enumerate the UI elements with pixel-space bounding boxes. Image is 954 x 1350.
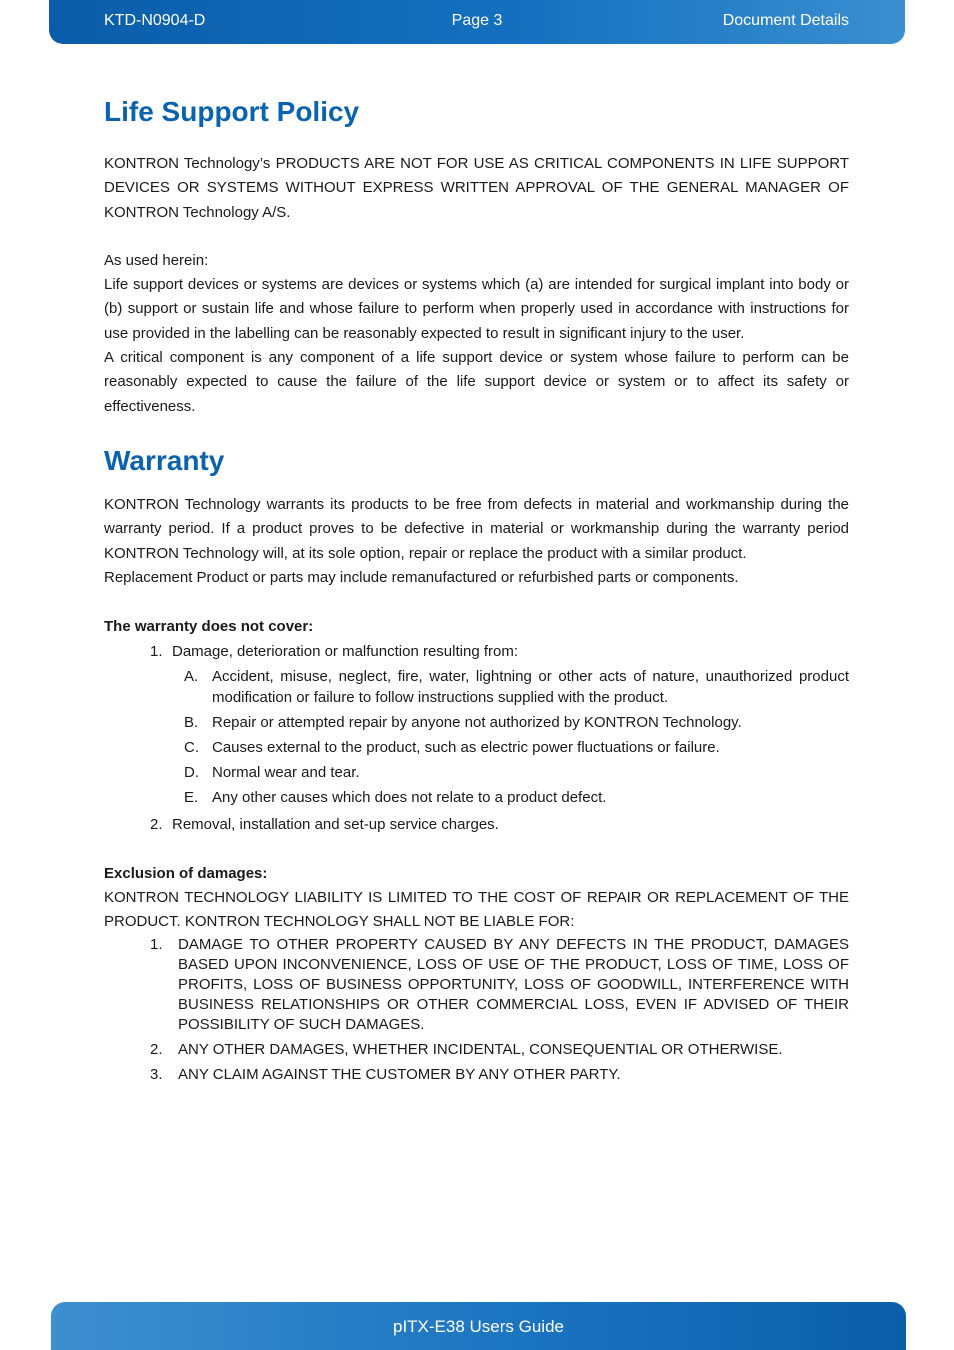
list-item [104, 935, 849, 1035]
warranty-paragraph-2: Replacement Product or parts may include remanufactured or refurbished parts or components. [104, 568, 739, 586]
list-item [104, 639, 849, 808]
exclusion-paragraph: KONTRON TECHNOLOGY LIABILITY IS LIMITED TO THE COST OF REPAIR OR REPLACEMENT OF THE PRODUCT. KONTRON TECHNOLOGY SHALL NOT BE LIABLE FOR: [104, 889, 849, 931]
list-marker: C. [184, 739, 199, 757]
sub-list-item [104, 787, 849, 808]
list-marker: 2. [150, 1040, 163, 1058]
life-support-paragraph-1: KONTRON Technology’s PRODUCTS ARE NOT FOR USE AS CRITICAL COMPONENTS IN LIFE SUPPORT DEVICES OR SYSTEMS WITHOUT EXPRESS WRITTEN APPROVAL OF THE GENERAL MANAGER OF KONTRON Technology A/S. [104, 155, 849, 221]
list-item-text: Removal, installation and set-up service charges. [172, 816, 499, 834]
list-marker: D. [184, 764, 199, 782]
list-item-text: Damage, deterioration or malfunction resulting from: [172, 643, 518, 661]
exclusion-list [104, 935, 849, 1085]
warranty-not-cover-heading: The warranty does not cover: [104, 618, 314, 636]
exclusion-heading: Exclusion of damages: [104, 865, 268, 883]
sub-list-item-text: Accident, misuse, neglect, fire, water, lightning or other acts of nature, unauthorized product modification or failure to follow instructions supplied with the product. [212, 668, 849, 707]
sub-list-item-text: Causes external to the product, such as electric power fluctuations or failure. [212, 739, 720, 757]
page-header [49, 0, 905, 44]
warranty-paragraph-1: KONTRON Technology warrants its products to be free from defects in material and workmanship during the warranty period. If a product proves to be defective in material or workmanship during the warranty period KONTRON Technology will, at its sole option, repair or replace the product with a similar product. [104, 495, 849, 562]
sub-list-item [104, 666, 849, 708]
life-support-paragraph-2: Life support devices or systems are devices or systems which (a) are intended for surgical implant into body or (b) support or sustain life and whose failure to perform when properly used in accordance with instructions for use provided in the labelling can be reasonably expected to result in significant injury to the user. [104, 276, 849, 342]
list-marker: 2. [150, 816, 163, 834]
list-item [104, 812, 849, 837]
sub-list-item-text: Normal wear and tear. [212, 764, 360, 782]
page-content [104, 92, 849, 1090]
footer-guide-title: pITX-E38 Users Guide [392, 1317, 564, 1336]
page-footer [51, 1302, 906, 1350]
warranty-exclusions-list [104, 639, 849, 837]
document-id: KTD-N0904-D [104, 12, 206, 29]
list-item [104, 1040, 849, 1060]
list-item [104, 1065, 849, 1085]
list-marker: E. [184, 789, 199, 807]
list-item-text: DAMAGE TO OTHER PROPERTY CAUSED BY ANY DEFECTS IN THE PRODUCT, DAMAGES BASED UPON INCONVENIENCE, LOSS OF USE OF THE PRODUCT, LOSS OF TIME, LOSS OF PROFITS, LOSS OF BUSINESS OPPORTUNITY, LOSS OF GOODWILL, INTERFERENCE WITH BUSINESS RELATIONSHIPS OR OTHER COMMERCIAL LOSS, EVEN IF ADVISED OF THEIR POSSIBILITY OF SUCH DAMAGES. [178, 935, 849, 1033]
spacer [104, 225, 849, 249]
warranty-heading: Warranty [104, 444, 225, 476]
list-marker: B. [184, 714, 199, 732]
sub-list-item-text: Repair or attempted repair by anyone not authorized by KONTRON Technology. [212, 714, 742, 732]
used-herein-label: As used herein: [104, 251, 209, 269]
sub-list-item [104, 737, 849, 758]
list-marker: 1. [150, 643, 163, 661]
warranty-sub-list [172, 666, 849, 808]
sub-list-item [104, 762, 849, 783]
header-section-title: Document Details [722, 12, 849, 29]
list-marker: 1. [150, 935, 163, 953]
life-support-heading: Life Support Policy [104, 96, 360, 127]
page-number: Page 3 [451, 12, 503, 29]
sub-list-item-text: Any other causes which does not relate to a product defect. [212, 789, 607, 807]
list-item-text: ANY CLAIM AGAINST THE CUSTOMER BY ANY OTHER PARTY. [178, 1065, 621, 1083]
list-marker: 3. [150, 1065, 163, 1083]
list-marker: A. [184, 668, 199, 686]
list-item-text: ANY OTHER DAMAGES, WHETHER INCIDENTAL, CONSEQUENTIAL OR OTHERWISE. [178, 1040, 783, 1058]
sub-list-item [104, 712, 849, 733]
life-support-paragraph-3: A critical component is any component of a life support device or system whose failure to perform can be reasonably expected to cause the failure of the life support device or system or to affect its safety or effectiveness. [104, 349, 849, 415]
